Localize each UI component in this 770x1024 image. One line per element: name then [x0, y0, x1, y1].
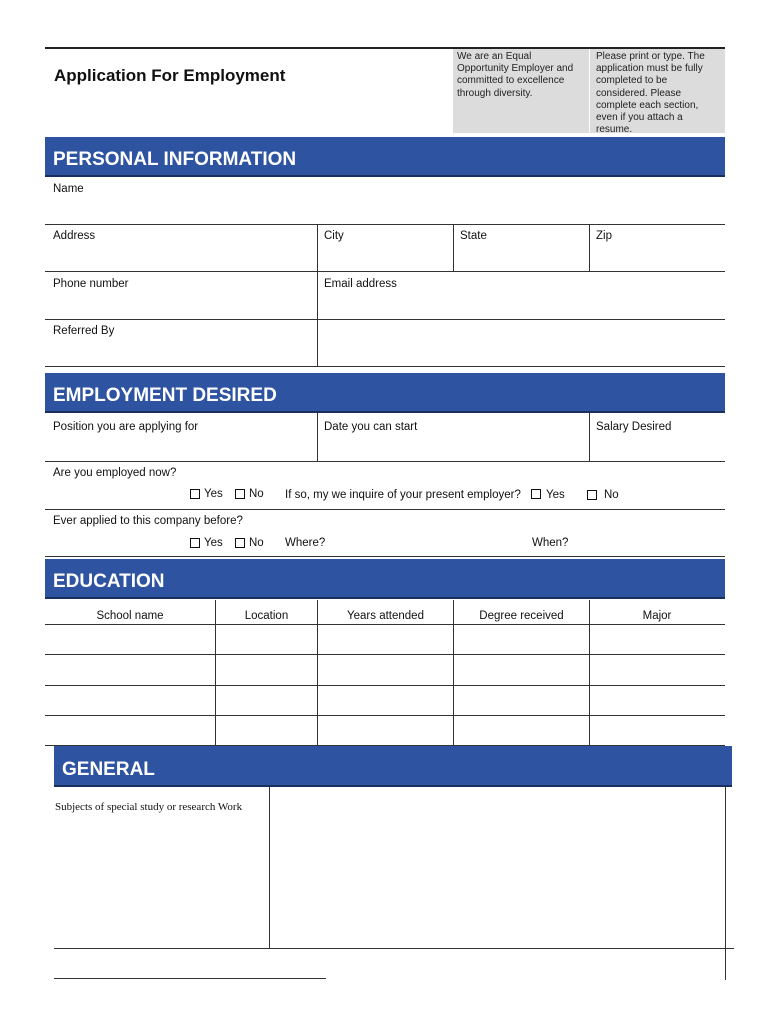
row-rule	[45, 271, 725, 272]
row-rule	[45, 224, 725, 225]
col-rule	[725, 787, 726, 980]
applied-yes-checkbox[interactable]	[190, 538, 200, 548]
col-rule	[269, 787, 270, 948]
email-field[interactable]	[318, 292, 724, 319]
position-label: Position you are applying for	[53, 421, 199, 433]
inquire-yes-checkbox[interactable]	[531, 489, 541, 499]
row-rule	[54, 948, 734, 949]
education-band	[45, 559, 725, 599]
applied-yes-label: Yes	[204, 537, 223, 549]
name-label: Name	[53, 183, 84, 195]
employment-desired-heading: EMPLOYMENT DESIRED	[53, 385, 277, 406]
education-heading: EDUCATION	[53, 571, 165, 592]
applied-no-label: No	[249, 537, 264, 549]
inquire-employer-question: If so, my we inquire of your present employer?	[285, 489, 521, 501]
row-rule	[45, 556, 725, 557]
education-row-1[interactable]	[45, 625, 725, 654]
employment-desired-band	[45, 373, 725, 413]
row-rule	[45, 509, 725, 510]
applied-before-question: Ever applied to this company before?	[53, 515, 243, 527]
employed-yes-checkbox[interactable]	[190, 489, 200, 499]
education-row-2[interactable]	[45, 655, 725, 684]
col-header-major: Major	[642, 610, 672, 622]
employed-no-checkbox[interactable]	[235, 489, 245, 499]
general-heading: GENERAL	[62, 759, 155, 780]
row-rule	[45, 461, 725, 462]
page-title: Application For Employment	[54, 66, 286, 85]
col-rule	[317, 413, 318, 461]
general-band	[54, 746, 732, 787]
salary-label: Salary Desired	[596, 421, 672, 433]
where-field[interactable]	[330, 532, 525, 554]
start-date-field[interactable]	[318, 435, 588, 461]
city-field[interactable]	[318, 244, 452, 271]
subjects-label: Subjects of special study or research Work	[55, 801, 243, 813]
zip-label: Zip	[596, 230, 612, 242]
inquire-no-label: No	[604, 489, 619, 501]
employed-no-label: No	[249, 488, 264, 500]
position-field[interactable]	[45, 435, 317, 461]
referred-by-field[interactable]	[318, 320, 724, 366]
education-row-3[interactable]	[45, 686, 725, 715]
row-rule	[45, 366, 725, 367]
when-label: When?	[532, 537, 569, 549]
print-note: Please print or type. The application must be fully completed to be considered. Please complete each section, even if you attach a resume.	[596, 51, 705, 136]
city-label: City	[324, 230, 344, 242]
inquire-yes-label: Yes	[546, 489, 565, 501]
employed-now-question: Are you employed now?	[53, 467, 177, 479]
col-rule	[589, 413, 590, 461]
referred-by-label: Referred By	[53, 325, 115, 337]
zip-field[interactable]	[590, 244, 724, 271]
notes-divider	[589, 49, 590, 133]
col-header-years-attended: Years attended	[347, 610, 424, 622]
address-field[interactable]	[45, 244, 317, 271]
address-label: Address	[53, 230, 96, 242]
when-field[interactable]	[575, 532, 723, 554]
col-header-school-name: School name	[96, 610, 164, 622]
personal-information-heading: PERSONAL INFORMATION	[53, 149, 297, 170]
email-label: Email address	[324, 278, 397, 290]
state-label: State	[460, 230, 487, 242]
start-date-label: Date you can start	[324, 421, 418, 433]
subjects-field[interactable]	[271, 789, 723, 947]
phone-field[interactable]	[45, 292, 317, 319]
row-rule	[54, 978, 326, 979]
education-row-4[interactable]	[45, 716, 725, 745]
eoe-note: We are an Equal Opportunity Employer and committed to excellence through diversity.	[457, 51, 574, 99]
state-field[interactable]	[454, 244, 588, 271]
col-rule	[317, 225, 318, 272]
col-rule	[453, 225, 454, 272]
employed-yes-label: Yes	[204, 488, 223, 500]
col-header-degree-received: Degree received	[479, 610, 564, 622]
phone-label: Phone number	[53, 278, 129, 290]
col-rule	[589, 225, 590, 272]
name-field[interactable]	[45, 196, 725, 224]
applied-no-checkbox[interactable]	[235, 538, 245, 548]
where-label: Where?	[285, 537, 326, 549]
col-header-location: Location	[244, 610, 289, 622]
salary-field[interactable]	[590, 435, 724, 461]
inquire-no-checkbox[interactable]	[587, 490, 597, 500]
personal-information-band	[45, 137, 725, 177]
